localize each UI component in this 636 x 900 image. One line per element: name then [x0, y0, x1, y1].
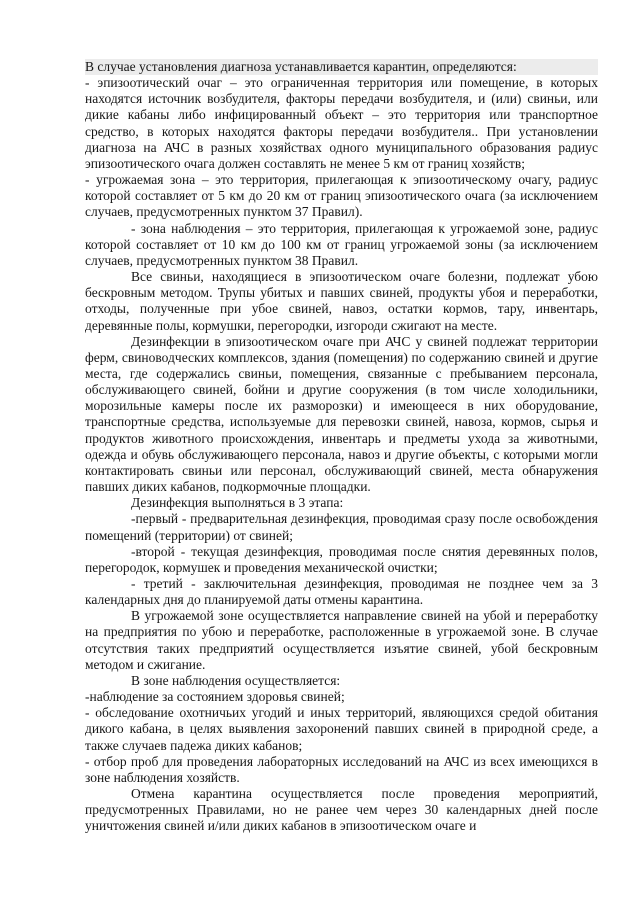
paragraph: - угрожаемая зона – это территория, прилегающая к эпизоотическому очагу, радиус которой составляет от 5 км до 20 км от границ эпизоотического очага (за исключением случаев, предусмотренных пунктом 37 Правил). [85, 172, 598, 220]
paragraph: - зона наблюдения – это территория, прилегающая к угрожаемой зоне, радиус которой составляет от 10 км до 100 км от границ угрожаемой зоны (за исключением случаев, предусмотренных пунктом 38 Правил. [85, 220, 598, 268]
document-text-block [85, 59, 598, 835]
paragraph: В угрожаемой зоне осуществляется направление свиней на убой и переработку на предприятия по убою и переработке, расположенные в угрожаемой зоне. В случае отсутствия таких предприятий осуществляется изъятие свиней, убой бескровным методом и сжигание. [85, 608, 598, 672]
paragraph: Отмена карантина осуществляется после проведения мероприятий, предусмотренных Правилами, но не ранее чем через 30 календарных дней после уничтожения свиней и/или диких кабанов в эпизоотическом очаге и [85, 786, 598, 834]
paragraph: Дезинфекция выполняться в 3 этапа: [131, 495, 344, 511]
paragraph: -первый - предварительная дезинфекция, проводимая сразу после освобождения помещений (территории) от свиней; [85, 511, 598, 543]
paragraph: - отбор проб для проведения лабораторных исследований на АЧС из всех имеющихся в зоне наблюдения хозяйств. [85, 753, 598, 785]
paragraph: -наблюдение за состоянием здоровья свиней; [85, 689, 345, 705]
paragraph: Дезинфекции в эпизоотическом очаге при АЧС у свиней подлежат территории ферм, свиноводческих комплексов, здания (помещения) по содержанию свиней и другие места, где содержались свиньи, помещения, связанные с пребыванием персонала, обслуживающего свиней, бойни и другие сооружения (в том числе холодильники, морозильные камеры после их разморозки) и имеющееся в них оборудование, транспортные средства, используемые для перевозки свиней, навоза, кормов, сырья и продуктов животного происхождения, инвентарь и предметы ухода за животными, одежда и обувь обслуживающего персонала, навоз и другие объекты, с которыми могли контактировать свиньи или персонал, обслуживающий свиней, места обнаружения павших диких кабанов, подкормочные площадки. [85, 333, 598, 495]
paragraph: - эпизоотический очаг – это ограниченная территория или помещение, в которых находятся источник возбудителя, факторы передачи возбудителя, и (или) свиньи, или дикие кабаны либо инфицированный объект – это территория или транспортное средство, в которых находятся факторы передачи возбудителя.. При установлении диагноза на АЧС в разных хозяйствах одного муниципального образования радиус эпизоотического очага должен составлять не менее 5 км от границ хозяйств; [85, 75, 598, 171]
paragraph: В случае установления диагноза устанавливается карантин, определяются: [85, 59, 598, 75]
paragraph: - обследование охотничьих угодий и иных территорий, являющихся средой обитания дикого кабана, в целях выявления захоронений павших свиней в природной среде, а также случаев падежа диких кабанов; [85, 705, 598, 753]
paragraph: -второй - текущая дезинфекция, проводимая после снятия деревянных полов, перегородок, кормушек и проведения механической очистки; [85, 543, 598, 575]
paragraph: Все свиньи, находящиеся в эпизоотическом очаге болезни, подлежат убою бескровным методом. Трупы убитых и павших свиней, продукты убоя и переработки, отходы, полученные при убое свиней, навоз, остатки кормов, тару, инвентарь, деревянные полы, кормушки, перегородки, изгороди сжигают на месте. [85, 269, 598, 333]
paragraph: - третий - заключительная дезинфекция, проводимая не позднее чем за 3 календарных дня до планируемой даты отмены карантина. [85, 576, 598, 608]
paragraph: В зоне наблюдения осуществляется: [131, 672, 341, 688]
